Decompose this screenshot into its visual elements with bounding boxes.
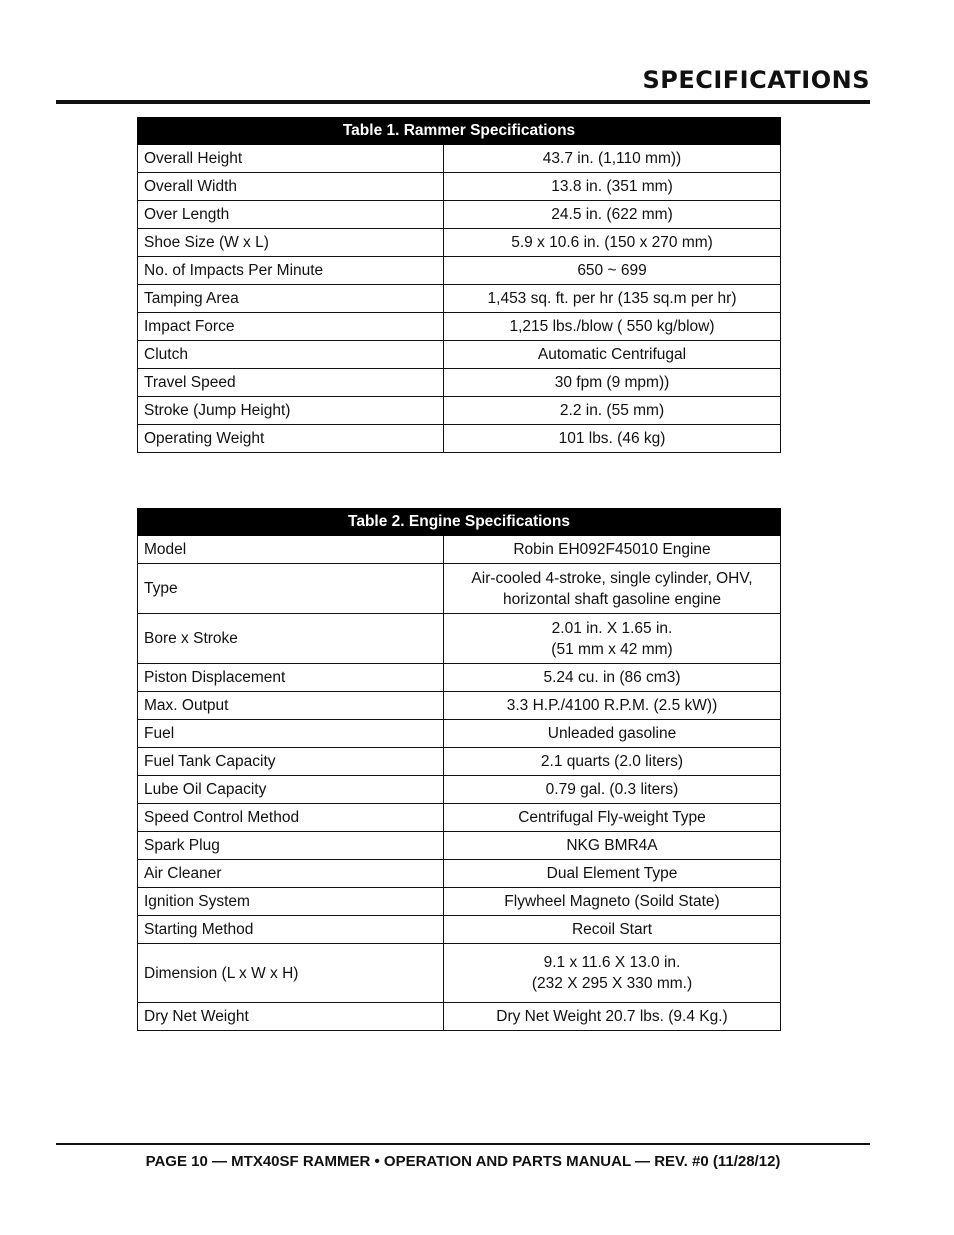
spec-value: Automatic Centrifugal [444, 341, 781, 369]
spec-value [444, 564, 781, 614]
spec-value: 43.7 in. (1,110 mm)) [444, 145, 781, 173]
spec-label: Clutch [138, 341, 444, 369]
spec-value: 30 fpm (9 mpm)) [444, 369, 781, 397]
table-row [138, 692, 781, 720]
table-row [138, 341, 781, 369]
spec-label: Type [138, 564, 444, 614]
spec-label: Impact Force [138, 313, 444, 341]
spec-label: Air Cleaner [138, 860, 444, 888]
spec-label: Operating Weight [138, 425, 444, 453]
spec-label: Bore x Stroke [138, 614, 444, 664]
table-row [138, 720, 781, 748]
spec-label: Lube Oil Capacity [138, 776, 444, 804]
spec-label: Speed Control Method [138, 804, 444, 832]
spec-label: Travel Speed [138, 369, 444, 397]
table-row [138, 748, 781, 776]
spec-label: Overall Height [138, 145, 444, 173]
table-row [138, 313, 781, 341]
spec-label: Dry Net Weight [138, 1003, 444, 1031]
table-row [138, 832, 781, 860]
spec-value-line: horizontal shaft gasoline engine [502, 590, 721, 608]
spec-value: 101 lbs. (46 kg) [444, 425, 781, 453]
table-row [138, 564, 781, 614]
footer-rule [56, 1143, 870, 1145]
spec-label: Starting Method [138, 916, 444, 944]
table-row [138, 860, 781, 888]
table-row [138, 257, 781, 285]
spec-value: 5.24 cu. in (86 cm3) [444, 664, 781, 692]
spec-value: 0.79 gal. (0.3 liters) [444, 776, 781, 804]
spec-label: Piston Displacement [138, 664, 444, 692]
spec-value: 2.1 quarts (2.0 liters) [444, 748, 781, 776]
spec-value: 24.5 in. (622 mm) [444, 201, 781, 229]
header-rule [56, 100, 870, 104]
spec-label: Tamping Area [138, 285, 444, 313]
spec-value: Dual Element Type [444, 860, 781, 888]
spec-value: 3.3 H.P./4100 R.P.M. (2.5 kW)) [444, 692, 781, 720]
rammer-specifications-table [137, 117, 781, 453]
spec-value-line: 9.1 x 11.6 X 13.0 in. [543, 954, 681, 971]
page-title: SPECIFICATIONS [642, 66, 870, 94]
spec-label: Overall Width [138, 173, 444, 201]
table-row [138, 1003, 781, 1031]
spec-label: Spark Plug [138, 832, 444, 860]
spec-value: 13.8 in. (351 mm) [444, 173, 781, 201]
table-row [138, 536, 781, 564]
table-row [138, 285, 781, 313]
table-row [138, 397, 781, 425]
spec-label: Stroke (Jump Height) [138, 397, 444, 425]
table-row [138, 201, 781, 229]
spec-value: 1,453 sq. ft. per hr (135 sq.m per hr) [444, 285, 781, 313]
spec-value [444, 944, 781, 1003]
spec-label: Max. Output [138, 692, 444, 720]
table-row [138, 804, 781, 832]
spec-label: No. of Impacts Per Minute [138, 257, 444, 285]
spec-value: Unleaded gasoline [444, 720, 781, 748]
table-row [138, 173, 781, 201]
spec-value: 1,215 lbs./blow ( 550 kg/blow) [444, 313, 781, 341]
page-footer: PAGE 10 — MTX40SF RAMMER • OPERATION AND PARTS MANUAL — REV. #0 (11/28/12) [145, 1153, 781, 1170]
table-row [138, 614, 781, 664]
spec-value: 650 ~ 699 [444, 257, 781, 285]
table-row [138, 229, 781, 257]
table-row [138, 425, 781, 453]
table-row [138, 888, 781, 916]
spec-value: Recoil Start [444, 916, 781, 944]
spec-value: Flywheel Magneto (Soild State) [444, 888, 781, 916]
spec-value: NKG BMR4A [444, 832, 781, 860]
spec-value [444, 614, 781, 664]
table-row [138, 916, 781, 944]
table-row [138, 776, 781, 804]
table-caption: Table 1. Rammer Specifications [138, 118, 781, 145]
table-row [138, 145, 781, 173]
table-caption: Table 2. Engine Specifications [138, 509, 781, 536]
engine-specifications-table [137, 508, 781, 1031]
spec-value: Robin EH092F45010 Engine [444, 536, 781, 564]
spec-value-line: Air-cooled 4-stroke, single cylinder, OHV, [471, 569, 753, 587]
spec-label: Over Length [138, 201, 444, 229]
spec-label: Ignition System [138, 888, 444, 916]
table-row [138, 664, 781, 692]
spec-value: Centrifugal Fly-weight Type [444, 804, 781, 832]
spec-value-line: 2.01 in. X 1.65 in. [551, 619, 673, 637]
spec-label: Fuel Tank Capacity [138, 748, 444, 776]
spec-label: Fuel [138, 720, 444, 748]
spec-value-line: (232 X 295 X 330 mm.) [531, 975, 693, 992]
table-row [138, 369, 781, 397]
spec-value: 2.2 in. (55 mm) [444, 397, 781, 425]
spec-value-line: (51 mm x 42 mm) [551, 640, 673, 658]
spec-label: Model [138, 536, 444, 564]
spec-value: 5.9 x 10.6 in. (150 x 270 mm) [444, 229, 781, 257]
spec-value: Dry Net Weight 20.7 lbs. (9.4 Kg.) [444, 1003, 781, 1031]
spec-label: Dimension (L x W x H) [138, 944, 444, 1003]
spec-label: Shoe Size (W x L) [138, 229, 444, 257]
table-row [138, 944, 781, 1003]
